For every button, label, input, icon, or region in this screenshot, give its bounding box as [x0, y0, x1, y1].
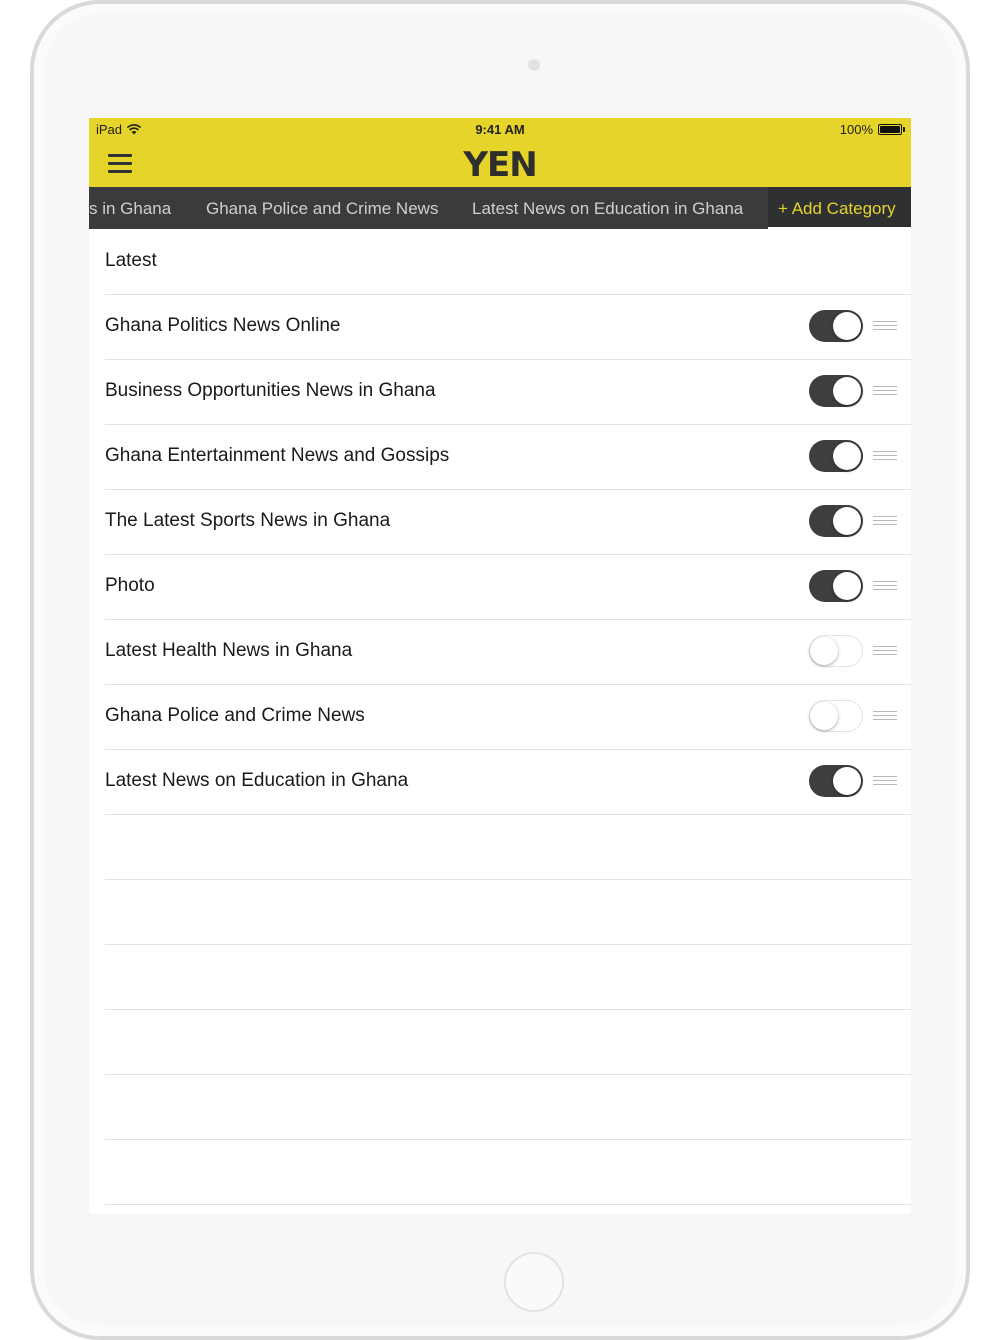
empty-row [105, 815, 911, 880]
tab-education[interactable]: Latest News on Education in Ghana [472, 199, 744, 218]
yen-logo: YEN [463, 145, 537, 185]
category-toggle[interactable] [809, 700, 863, 732]
nav-bar [89, 142, 911, 187]
app-screen [89, 118, 911, 1214]
category-label: Latest News on Education in Ghana [105, 770, 409, 791]
empty-row [105, 1075, 911, 1140]
toggle-knob [833, 377, 861, 405]
category-label: Ghana Police and Crime News [105, 705, 365, 726]
drag-handle-icon[interactable] [873, 321, 897, 331]
toggle-knob [810, 702, 838, 730]
category-row [105, 425, 911, 490]
category-label: Ghana Entertainment News and Gossips [105, 445, 450, 466]
category-label: Photo [105, 575, 155, 596]
category-toggle[interactable] [809, 635, 863, 667]
toggle-knob [810, 637, 838, 665]
category-list [105, 230, 911, 1205]
category-toggle[interactable] [809, 440, 863, 472]
category-toggle[interactable] [809, 505, 863, 537]
status-right [840, 122, 902, 137]
category-row [105, 490, 911, 555]
toggle-knob [833, 767, 861, 795]
add-category-tab[interactable]: + Add Category [768, 187, 911, 229]
category-row [105, 360, 911, 425]
tab-ghana-partial[interactable]: s in Ghana [89, 199, 172, 218]
category-row [105, 555, 911, 620]
drag-handle-icon[interactable] [873, 581, 897, 591]
status-time: 9:41 AM [475, 122, 525, 137]
category-toggle[interactable] [809, 570, 863, 602]
battery-percent: 100% [839, 122, 873, 137]
category-row [105, 620, 911, 685]
category-toggle[interactable] [809, 375, 863, 407]
empty-row [105, 880, 911, 945]
drag-handle-icon[interactable] [873, 516, 897, 526]
tab-selected-indicator [768, 227, 911, 229]
category-toggle[interactable] [809, 310, 863, 342]
category-row [105, 295, 911, 360]
battery-icon [878, 124, 902, 135]
status-bar [89, 118, 911, 142]
tab-police-crime[interactable]: Ghana Police and Crime News [206, 199, 439, 218]
toggle-knob [833, 442, 861, 470]
drag-handle-icon[interactable] [873, 646, 897, 656]
category-row [105, 750, 911, 815]
drag-handle-icon[interactable] [873, 776, 897, 786]
category-label: Business Opportunities News in Ghana [105, 380, 436, 401]
empty-row [105, 945, 911, 1010]
list-header-latest: Latest [105, 250, 157, 271]
category-label: The Latest Sports News in Ghana [105, 510, 391, 531]
category-label: Ghana Politics News Online [105, 315, 341, 336]
home-button[interactable] [504, 1252, 564, 1312]
category-label: Latest Health News in Ghana [105, 640, 353, 661]
category-tab-bar [89, 187, 911, 229]
category-toggle[interactable] [809, 765, 863, 797]
empty-row [105, 1140, 911, 1205]
device-label: iPad [96, 122, 123, 137]
toggle-knob [833, 312, 861, 340]
toggle-knob [833, 507, 861, 535]
list-header-row [105, 230, 911, 295]
camera-icon [528, 59, 540, 71]
category-row [105, 685, 911, 750]
drag-handle-icon[interactable] [873, 711, 897, 721]
empty-row [105, 1010, 911, 1075]
drag-handle-icon[interactable] [873, 386, 897, 396]
drag-handle-icon[interactable] [873, 451, 897, 461]
toggle-knob [833, 572, 861, 600]
